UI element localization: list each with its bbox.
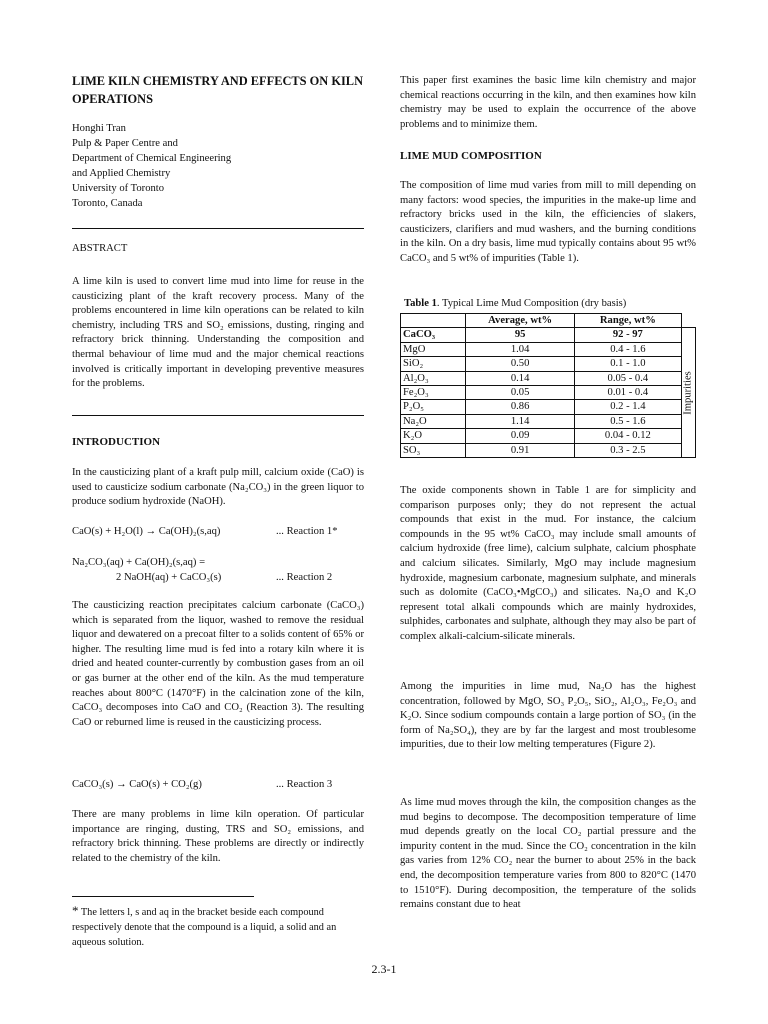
intro-paragraph: In the causticizing plant of a kraft pulp mill, calcium oxide (CaO) is used to causticize sodium carbonate (Na₂CO₃) in the green liquor to produce sodium hydroxide (NaOH). — [72, 467, 364, 508]
reaction-label: ... Reaction 3 — [276, 779, 333, 790]
table-cell: P₂O₅ — [401, 400, 466, 414]
table-spacer — [681, 314, 695, 328]
table-caption-text: . Typical Lime Mud Composition (dry basis) — [436, 298, 627, 309]
divider — [72, 415, 364, 416]
affiliation-line: Toronto, Canada — [72, 198, 143, 209]
table-row — [401, 400, 696, 414]
lime-mud-heading: LIME MUD COMPOSITION — [400, 150, 542, 162]
divider — [72, 228, 364, 229]
table-cell: 0.86 — [466, 400, 575, 414]
affiliation-line: University of Toronto — [72, 183, 165, 194]
impurities-side-label — [681, 328, 695, 458]
footnote-text: The letters l, s and aq in the bracket beside each compound respectively denote that the compound is a liquid, a solid and an aqueous solution. — [72, 907, 337, 948]
table-cell: Na₂O — [401, 414, 466, 428]
table-cell: 0.05 — [466, 386, 575, 400]
table-header-row — [401, 314, 696, 328]
page-number: 2.3-1 — [371, 962, 397, 976]
reaction-label: ... Reaction 1* — [276, 526, 338, 537]
reaction-3 — [72, 778, 364, 793]
table-row — [401, 443, 696, 457]
footnote-divider — [72, 896, 254, 897]
lime-mud-composition-table — [400, 313, 696, 458]
table-cell: Al₂O₃ — [401, 371, 466, 385]
table-row — [401, 371, 696, 385]
body-paragraph: The composition of lime mud varies from mill to mill depending on many factors: wood species, the impurities in the make-up lime and refractory bricks used in the kiln, the efficiencies of slakers, causticizers, clarifiers and mud washers, and the burning conditions in the kiln. On a dry basis, lime mud typically contains about 95 wt% CaCO₃ and 5 wt% of impurities (Table 1). — [400, 180, 696, 264]
paper-title: LIME KILN CHEMISTRY AND EFFECTS ON KILN OPERATIONS — [72, 74, 364, 106]
table-row — [401, 342, 696, 356]
reaction-label: ... Reaction 2 — [276, 572, 333, 583]
table-cell: 1.04 — [466, 342, 575, 356]
table-cell: 0.3 - 2.5 — [575, 443, 682, 457]
abstract-text: A lime kiln is used to convert lime mud into lime for reuse in the causticizing plant of the kraft recovery process. Many of the problems encountered in lime kiln operations can be related to kiln chemistry, including TRS and SO₂ emissions, dusting, ringing and refractory brick thinning. Understanding the composition and thermal behaviour of lime mud and the major chemical reactions involved is critically important in developing preventive measures for the problems. — [72, 276, 364, 390]
table-header-cell: Range, wt% — [575, 314, 682, 328]
reaction-equation: Na₂CO₃(aq) + Ca(OH)₂(s,aq) = — [72, 557, 206, 568]
body-paragraph: This paper first examines the basic lime kiln chemistry and major chemical reactions occurring in the kiln, and then examines how kiln chemistry may be used to explain the occurrence of the above problems and to minimize them. — [400, 75, 696, 130]
body-paragraph: The oxide components shown in Table 1 are for simplicity and comparison purposes only; they do not represent the actual compounds that exist in the mud. For instance, the calcium compounds in the 95 wt% CaCO₃ may include small amounts of calcium hydroxide (free lime), calcium sulphate, calcium phosphate and calcium silicates. Similarly, MgO may include magnesium hydroxide, magnesium carbonate, magnesium sulphate, and minerals such as dolomite (CaCO₃•MgCO₃) and silicates. Na₂O and K₂O represent total alkali compounds which are mainly hydroxides, sulphides, carbonates and sulphate, although they may also be part of complex alkali-calcium-silicate minerals. — [400, 485, 696, 642]
table-cell: SiO₂ — [401, 357, 466, 371]
reaction-equation: CaO(s) + H₂O(l) → Ca(OH)₂(s,aq) — [72, 526, 221, 537]
table-cell: K₂O — [401, 429, 466, 443]
reaction-1 — [72, 525, 364, 540]
reaction-2-line2 — [72, 571, 364, 586]
table-cell: 1.14 — [466, 414, 575, 428]
table-cell: Fe₂O₃ — [401, 386, 466, 400]
table-row — [401, 357, 696, 371]
table-cell: 92 - 97 — [575, 328, 682, 342]
table-caption-label: Table 1 — [404, 298, 437, 309]
reaction-equation: CaCO₃(s) → CaO(s) + CO₂(g) — [72, 779, 202, 790]
table-row — [401, 414, 696, 428]
intro-paragraph: There are many problems in lime kiln operation. Of particular importance are ringing, dusting, TRS and SO₂ emissions, and refractory brick thinning. These problems are directly or indirectly related to the chemistry of the kiln. — [72, 809, 364, 864]
table-cell: 0.04 - 0.12 — [575, 429, 682, 443]
affiliation-line: Department of Chemical Engineering — [72, 153, 232, 164]
intro-paragraph: The causticizing reaction precipitates calcium carbonate (CaCO₃) which is separated from the liquor, washed to remove the residual liquor and dewatered on a precoat filter to a solids content of 65% or higher. The resulting lime mud is fed into a rotary kiln where it is dried and heated counter-currently by combustion gases from an oil or gas burner at the other end of the kiln. As the mud temperature reaches about 800°C (1470°F) in the calcination zone of the kiln, CaCO₃ decomposes into CaO and CO₂ (Reaction 3). The resulting CaO or reburned lime is reused in the causticizing process. — [72, 600, 364, 728]
table-cell: 0.2 - 1.4 — [575, 400, 682, 414]
table-header-cell: Average, wt% — [466, 314, 575, 328]
table-cell: 0.01 - 0.4 — [575, 386, 682, 400]
affiliation-line: and Applied Chemistry — [72, 168, 171, 179]
reaction-equation: 2 NaOH(aq) + CaCO₃(s) — [116, 572, 222, 583]
table-cell: 0.91 — [466, 443, 575, 457]
table-cell: 0.4 - 1.6 — [575, 342, 682, 356]
table-caption — [404, 297, 704, 312]
table-cell: 0.14 — [466, 371, 575, 385]
body-paragraph: As lime mud moves through the kiln, the composition changes as the mud begins to decompose. The decomposition temperature of lime mud depends greatly on the local CO₂ partial pressure and the impurity content in the mud. Since the CO₂ concentration in the kiln gas varies from 12% CO₂ near the burner to about 25% in the back end, the decomposition temperature varies from 800 to 820°C (1470 to 1510°F). During decomposition, the temperature of the solids remains constant due to heat — [400, 797, 696, 911]
affiliation-line: Pulp & Paper Centre and — [72, 138, 178, 149]
footnote — [72, 903, 364, 950]
author-name: Honghi Tran — [72, 123, 126, 134]
table-row — [401, 386, 696, 400]
table-cell: 0.1 - 1.0 — [575, 357, 682, 371]
reaction-2 — [72, 556, 364, 571]
body-paragraph: Among the impurities in lime mud, Na₂O has the highest concentration, followed by MgO, SO₃ P₂O₅, SiO₂, Al₂O₃, Fe₂O₃ and K₂O. Since sodium compounds contain a large portion of SO₃ (in the form of Na₂SO₄), they are by far the largest and most troublesome impurities, due to their low melting temperatures (Figure 2). — [400, 681, 696, 751]
table-cell: CaCO₃ — [401, 328, 466, 342]
table-row — [401, 429, 696, 443]
table-cell: 95 — [466, 328, 575, 342]
introduction-heading: INTRODUCTION — [72, 436, 161, 448]
table-cell: SO₃ — [401, 443, 466, 457]
table-cell: 0.5 - 1.6 — [575, 414, 682, 428]
table-cell: 0.05 - 0.4 — [575, 371, 682, 385]
table-cell: 0.09 — [466, 429, 575, 443]
table-header-cell — [401, 314, 466, 328]
table-row — [401, 328, 696, 342]
impurities-label: Impurities — [682, 370, 694, 415]
abstract-heading: ABSTRACT — [72, 243, 128, 254]
table-cell: 0.50 — [466, 357, 575, 371]
table-cell: MgO — [401, 342, 466, 356]
footnote-mark: * — [72, 903, 79, 918]
